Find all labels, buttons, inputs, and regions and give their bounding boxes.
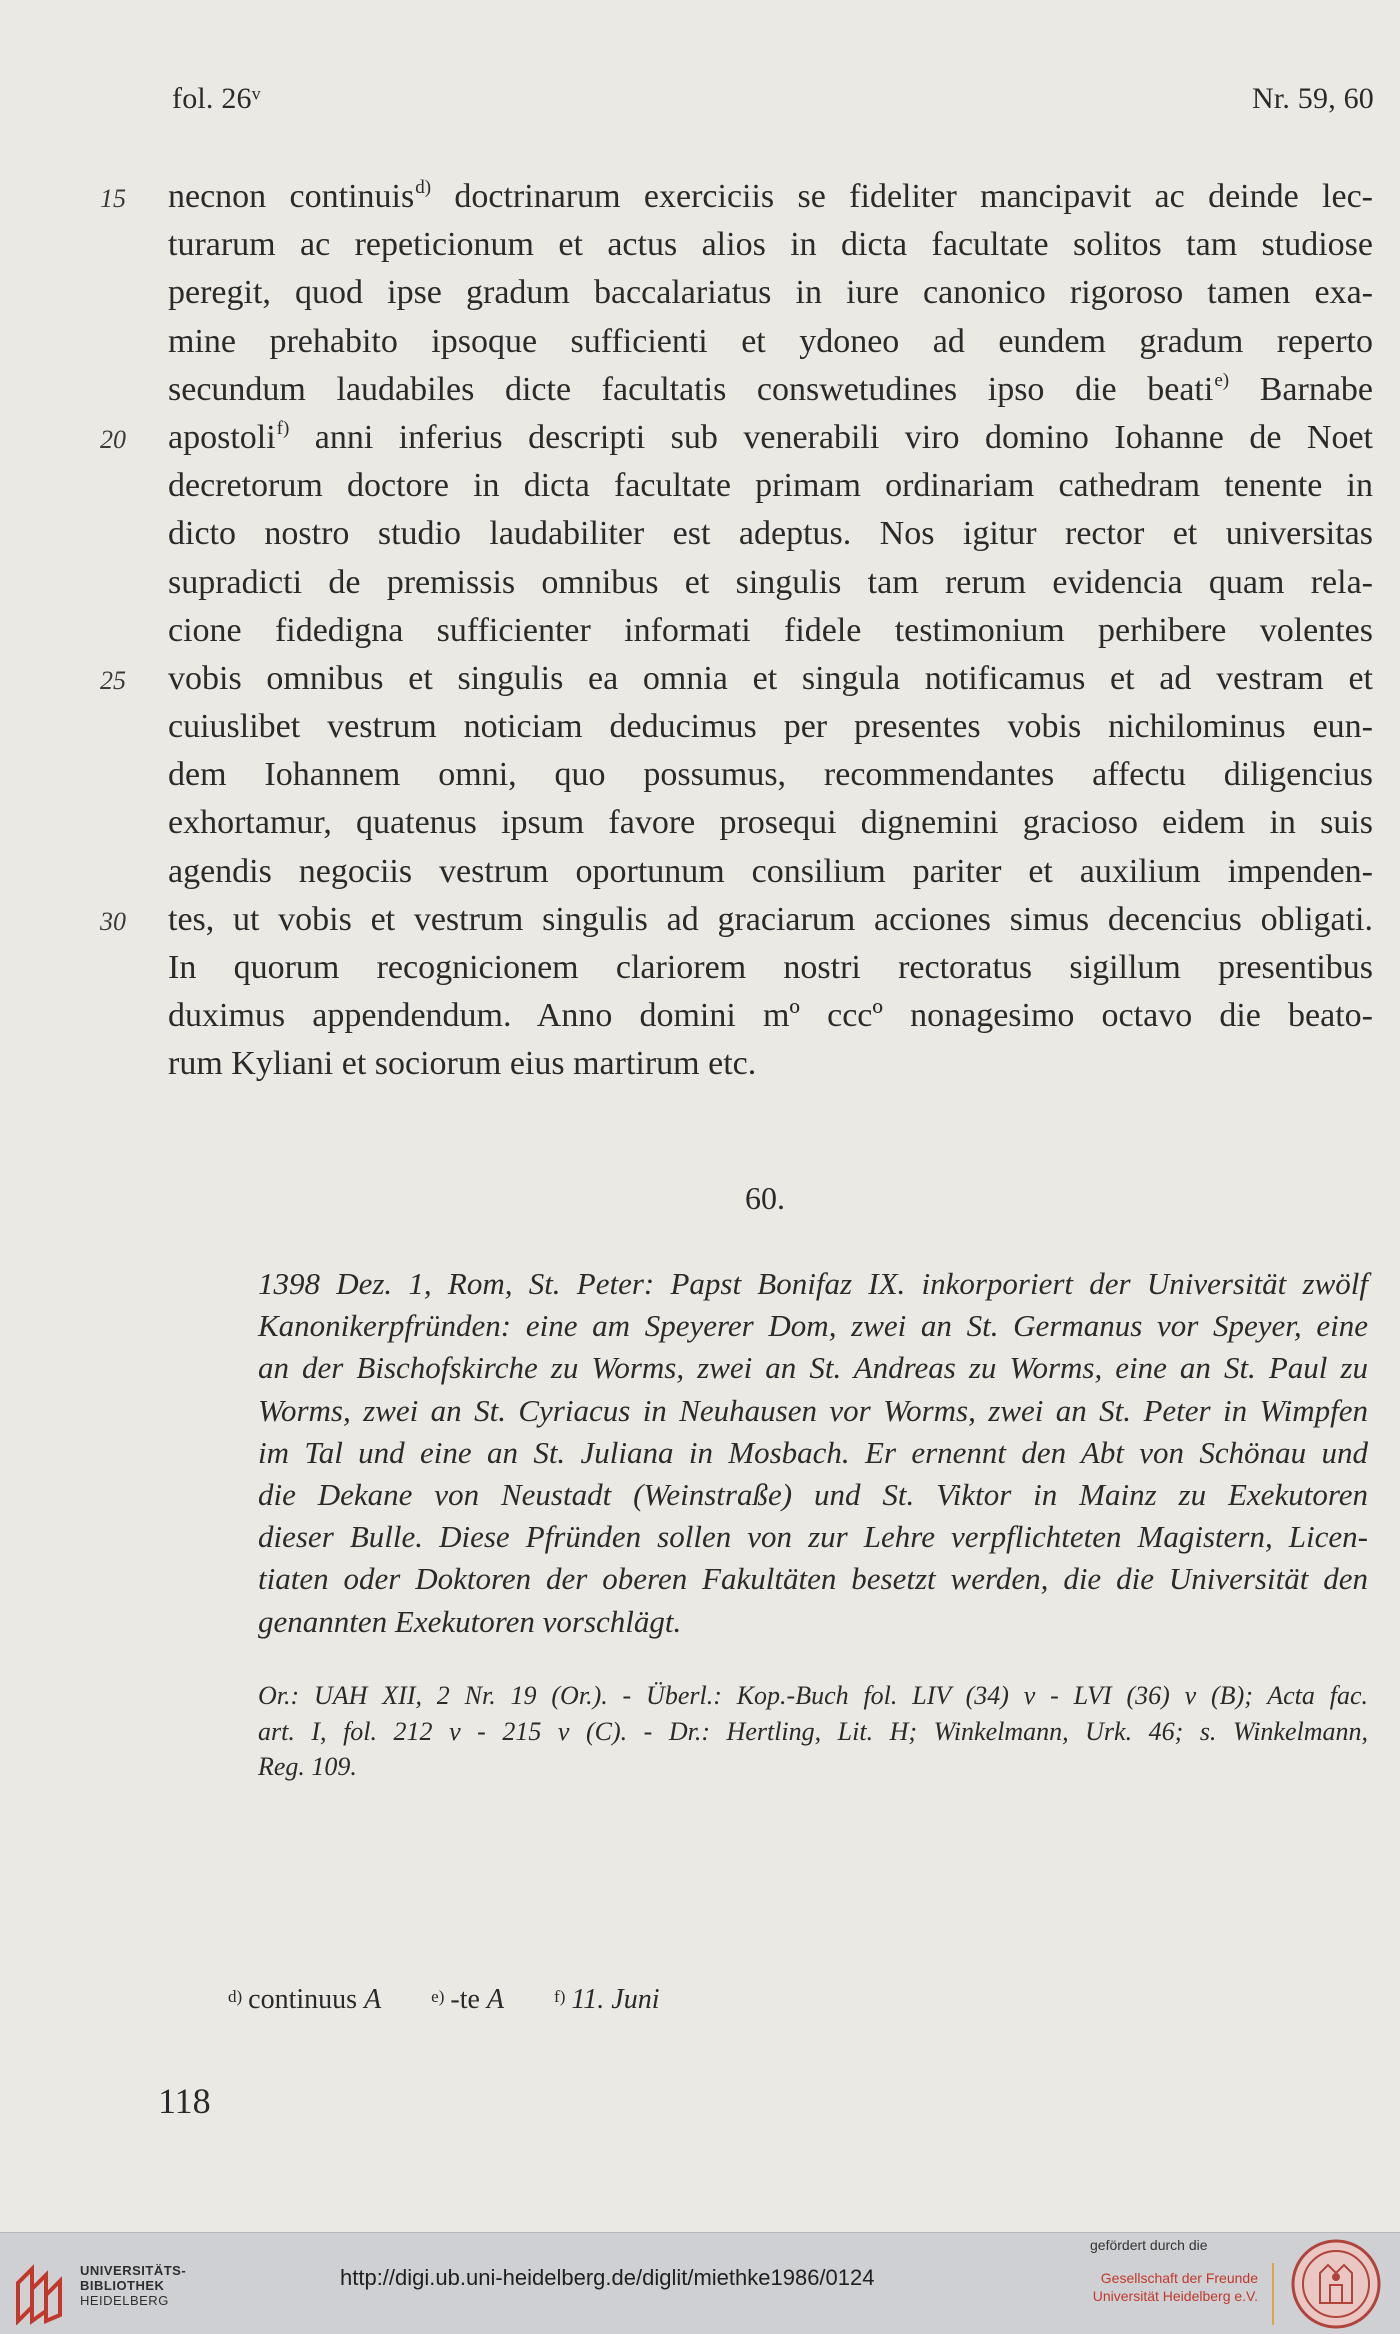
line-number-20: 20 — [100, 425, 126, 454]
footnote-mark[interactable]: f) — [276, 417, 290, 439]
footnote-mark: f) — [554, 1987, 566, 2006]
footnote-item — [228, 1984, 381, 2016]
text-line — [168, 269, 1373, 317]
regest-line: die Dekane von Neustadt (Weinstraße) und St. Viktor in Mainz zu Exekutoren — [258, 1476, 1368, 1512]
text-segment: secundum laudabiles dicte facultatis conswetudines ipso die beati — [168, 370, 1214, 408]
viewer-footer-bar — [0, 2232, 1400, 2334]
library-name[interactable] — [80, 2263, 186, 2308]
footnote-siglum: 11. Juni — [571, 1984, 660, 2015]
text-segment: apostoli — [168, 418, 276, 456]
text-line — [168, 173, 1373, 221]
text-segment: peregit, quod ipse gradum baccalariatus in iure canonico rigoroso tamen exa- — [168, 274, 1373, 312]
text-segment: In quorum recognicionem clariorem nostri rectoratus sigillum presentibus — [168, 949, 1373, 986]
text-segment: dicto nostro studio laudabiliter est adeptus. Nos igitur rector et universitas — [168, 515, 1373, 553]
text-segment: Barnabe — [1229, 370, 1374, 408]
sponsor-org-line-1: Gesellschaft der Freunde — [1100, 2270, 1258, 2286]
sponsor-caption: gefördert durch die — [1090, 2237, 1208, 2253]
line-number-30: 30 — [100, 907, 126, 936]
library-name-line-2: BIBLIOTHEK — [80, 2278, 165, 2293]
footnote-mark[interactable]: d) — [415, 177, 432, 198]
text-segment: agendis negociis vestrum oportunum consilium pariter et auxilium impenden- — [168, 852, 1373, 890]
text-line — [168, 510, 1373, 558]
page-number: 118 — [158, 2081, 211, 2121]
sponsor-org-line-2: Universität Heidelberg e.V. — [1092, 2288, 1258, 2304]
text-line — [168, 799, 1373, 847]
text-segment: tes, ut vobis et vestrum singulis ad graciarum acciones simus decencius obligati. — [168, 900, 1373, 938]
footnote-mark: e) — [431, 1987, 445, 2006]
source-line: Reg. 109. — [258, 1752, 357, 1781]
text-line — [168, 703, 1373, 751]
text-segment: necnon continuis — [168, 178, 415, 215]
text-segment: vobis omnibus et singulis ea omnia et singula notificamus et ad vestram et — [168, 659, 1373, 697]
source-line: art. I, fol. 212 v - 215 v (C). - Dr.: Hertling, Lit. H; Winkelmann, Urk. 46; s. Winkelmann, — [258, 1716, 1368, 1746]
text-segment: duximus appendendum. Anno domini mº cccº nonagesimo octavo die beato- — [168, 997, 1373, 1035]
text-line — [168, 1040, 1373, 1088]
text-line — [168, 896, 1373, 944]
footnote-text: -te — [450, 1984, 487, 2015]
library-name-line-1: UNIVERSITÄTS- — [80, 2263, 187, 2278]
footnotes — [228, 1984, 710, 2016]
line-number-15: 15 — [100, 184, 126, 213]
footnote-mark: d) — [228, 1987, 243, 2006]
text-line — [168, 751, 1373, 799]
text-segment: exhortamur, quatenus ipsum favore prosequi dignemini gracioso eidem in suis — [168, 804, 1373, 842]
regest-line: tiaten oder Doktoren der oberen Fakultäten besetzt werden, die die Universität den — [258, 1561, 1368, 1597]
source-notes — [258, 1678, 1368, 1785]
text-segment: anni inferius descripti sub venerabili viro domino Iohanne de Noet — [289, 418, 1373, 456]
university-seal-icon[interactable] — [1290, 2237, 1382, 2331]
text-line — [168, 318, 1373, 366]
document-number: 60. — [745, 1180, 785, 1216]
text-segment: dem Iohannem omni, quo possumus, recommendantes affectu diligencius — [168, 756, 1373, 794]
permalink-url[interactable]: http://digi.ub.uni-heidelberg.de/diglit/miethke1986/0124 — [340, 2265, 875, 2290]
text-line — [168, 655, 1373, 703]
text-segment: mine prehabito ipsoque sufficienti et ydoneo ad eundem gradum reperto — [168, 322, 1373, 360]
text-segment: supradicti de premissis omnibus et singulis tam rerum evidencia quam rela- — [168, 563, 1373, 601]
source-line: Or.: UAH XII, 2 Nr. 19 (Or.). - Überl.: Kop.-Buch fol. LIV (34) v - LVI (36) v (B); Acta fac. — [258, 1681, 1368, 1710]
library-city: HEIDELBERG — [80, 2293, 169, 2308]
regest-line: dieser Bulle. Diese Pfründen sollen von zur Lehre verpflichteten Magistern, Licen- — [258, 1519, 1368, 1555]
footnote-text: continuus — [248, 1984, 365, 2015]
text-segment: cione fidedigna sufficienter informati fidele testimonium perhibere volentes — [168, 611, 1373, 649]
footer-divider — [1272, 2263, 1274, 2325]
text-line — [168, 607, 1373, 655]
text-line — [168, 944, 1373, 992]
regest-line: an der Bischofskirche zu Worms, zwei an St. Andreas zu Worms, eine an St. Paul zu — [258, 1350, 1368, 1386]
footnote-siglum: A — [486, 1984, 505, 2015]
text-line — [168, 366, 1373, 414]
line-number-25: 25 — [100, 666, 126, 695]
text-line — [168, 414, 1373, 462]
footnote-item — [554, 1984, 659, 2016]
regest-line: genannten Exekutoren vorschlägt. — [258, 1603, 682, 1639]
regest-line: im Tal und eine an St. Juliana in Mosbach. Er ernennt den Abt von Schönau und — [258, 1434, 1368, 1470]
ub-logo-icon[interactable] — [12, 2261, 70, 2325]
running-head-folio: fol. 26ᵛ — [172, 82, 261, 115]
text-segment: doctrinarum exerciciis se fideliter mancipavit ac deinde lec- — [431, 178, 1374, 215]
running-head-numbers: Nr. 59, 60 — [1252, 82, 1374, 115]
text-segment: rum Kyliani et sociorum eius martirum etc. — [168, 1045, 757, 1083]
regest-line: Kanonikerpfründen: eine am Speyerer Dom, zwei an St. Germanus vor Speyer, eine — [258, 1308, 1368, 1344]
regest-line: Worms, zwei an St. Cyriacus in Neuhausen vor Worms, zwei an St. Peter in Wimpfen — [258, 1392, 1368, 1428]
footnote-item — [431, 1984, 504, 2016]
text-segment: cuiuslibet vestrum noticiam deducimus per presentes vobis nichilominus eun- — [168, 708, 1373, 746]
charter-text — [168, 173, 1373, 1089]
sponsor-block[interactable] — [1078, 2237, 1258, 2305]
text-line — [168, 462, 1373, 510]
text-line — [168, 992, 1373, 1040]
footnote-siglum: A — [364, 1984, 382, 2015]
text-line — [168, 848, 1373, 896]
footnote-mark[interactable]: e) — [1214, 369, 1230, 391]
regest-summary — [258, 1263, 1368, 1643]
text-line — [168, 221, 1373, 269]
regest-line: 1398 Dez. 1, Rom, St. Peter: Papst Bonifaz IX. inkorporiert der Universität zwölf — [258, 1266, 1368, 1301]
text-segment: decretorum doctore in dicta facultate primam ordinariam cathedram tenente in — [168, 467, 1373, 505]
text-line — [168, 559, 1373, 607]
text-segment: turarum ac repeticionum et actus alios in dicta facultate solitos tam studiose — [168, 226, 1373, 264]
